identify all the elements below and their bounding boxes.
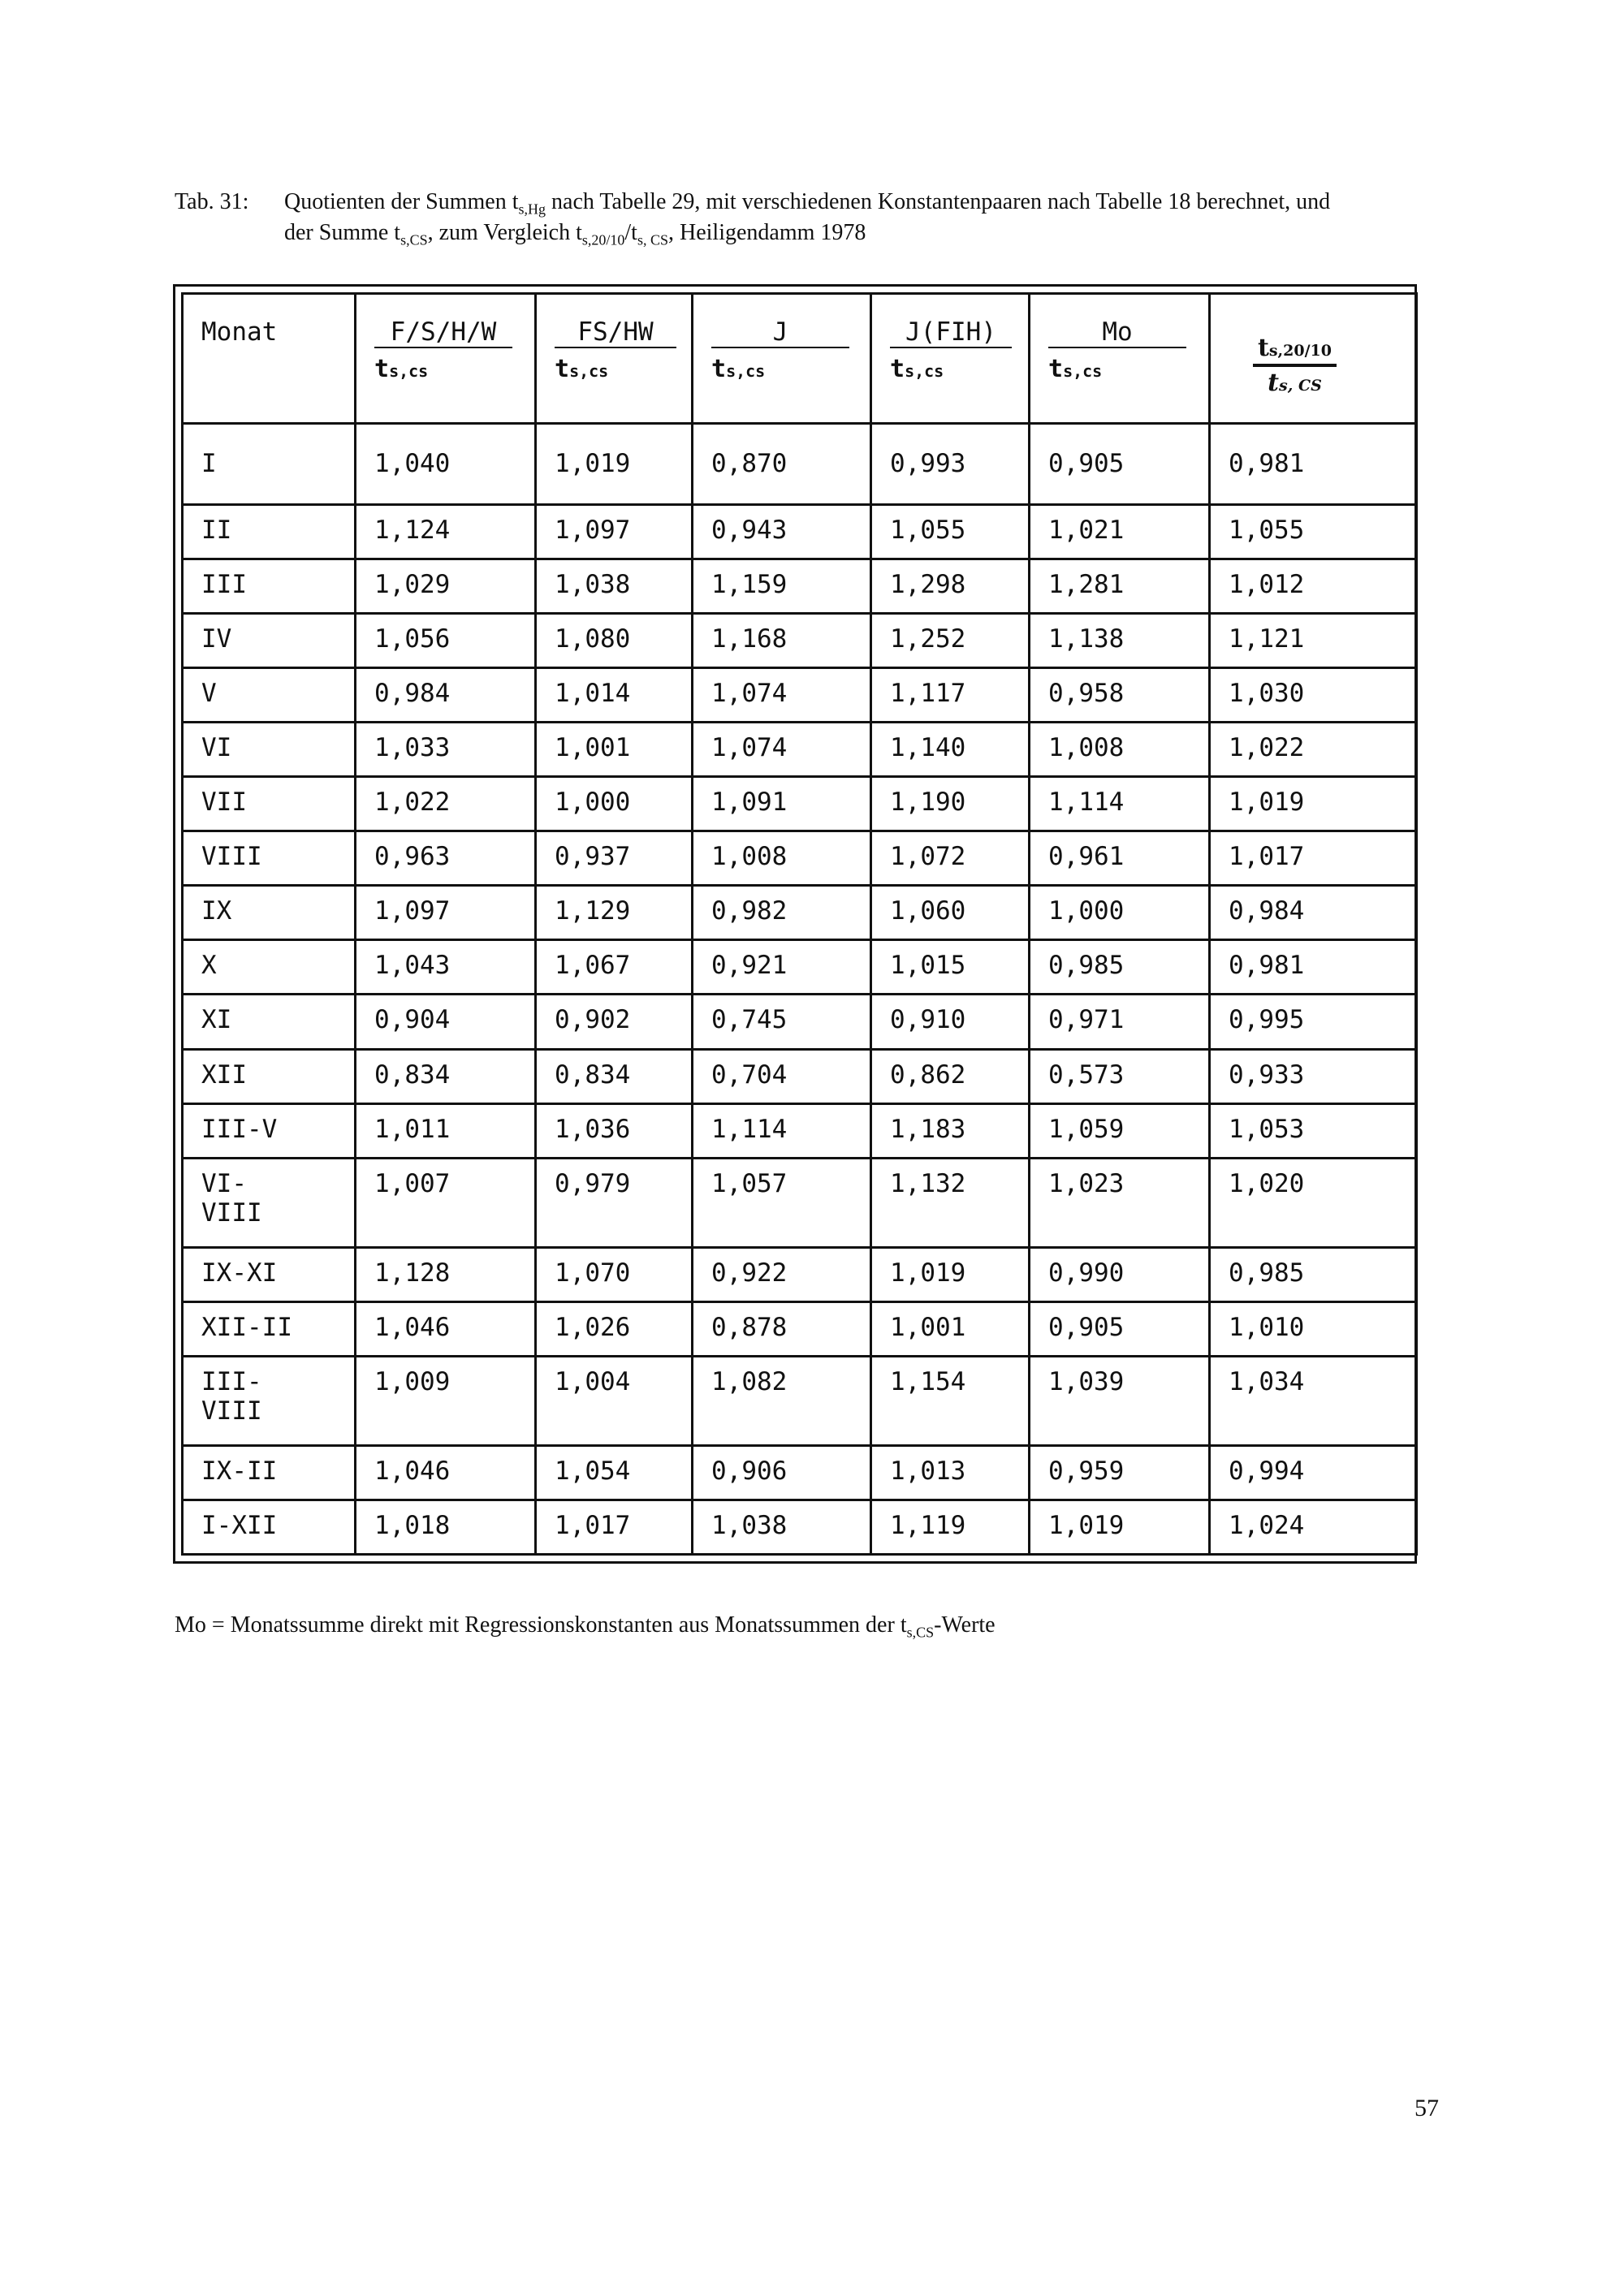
header-fs-hw: FS/HW ts,cs <box>536 294 693 424</box>
value-cell: 1,140 <box>871 723 1030 777</box>
value-cell: 0,905 <box>1030 1301 1210 1356</box>
value-cell: 1,121 <box>1210 613 1417 667</box>
value-cell: 1,091 <box>693 777 871 831</box>
footnote: Mo = Monatssumme direkt mit Regressionskonstanten aus Monatssummen der $t_{s,CS}$-Werte <box>175 1612 996 1641</box>
value-cell: 0,995 <box>1210 995 1417 1049</box>
value-cell: 1,004 <box>536 1356 693 1445</box>
value-cell: 0,961 <box>1030 831 1210 886</box>
value-cell: 0,834 <box>356 1049 536 1103</box>
value-cell: 1,159 <box>693 559 871 613</box>
month-cell: VIII <box>183 831 356 886</box>
value-cell: 1,033 <box>356 723 536 777</box>
value-cell: 0,979 <box>536 1158 693 1247</box>
month-cell: IX-II <box>183 1445 356 1500</box>
table-row <box>183 1103 1417 1158</box>
value-cell: 1,168 <box>693 613 871 667</box>
value-cell: 1,074 <box>693 723 871 777</box>
value-cell: 1,007 <box>356 1158 536 1247</box>
value-cell: 1,138 <box>1030 613 1210 667</box>
month-cell: IX <box>183 886 356 940</box>
ratio-fraction: $\frac{ts,20/10}{ts, CS}$ <box>1253 334 1337 397</box>
page-number: 57 <box>1415 2095 1439 2121</box>
table-body <box>183 424 1417 1555</box>
value-cell: 0,994 <box>1210 1445 1417 1500</box>
value-cell: 0,834 <box>536 1049 693 1103</box>
table-row <box>183 995 1417 1049</box>
month-cell: XII-II <box>183 1301 356 1356</box>
value-cell: 0,959 <box>1030 1445 1210 1500</box>
value-cell: 1,038 <box>536 559 693 613</box>
value-cell: 0,905 <box>1030 424 1210 505</box>
data-table <box>181 292 1418 1556</box>
table-frame <box>173 284 1417 1564</box>
value-cell: 0,993 <box>871 424 1030 505</box>
value-cell: 0,971 <box>1030 995 1210 1049</box>
value-cell: 0,922 <box>693 1247 871 1301</box>
table-row <box>183 1301 1417 1356</box>
value-cell: 0,990 <box>1030 1247 1210 1301</box>
month-cell: I <box>183 424 356 505</box>
value-cell: 1,252 <box>871 613 1030 667</box>
table-row <box>183 613 1417 667</box>
value-cell: 1,055 <box>1210 504 1417 559</box>
value-cell: 1,056 <box>356 613 536 667</box>
value-cell: 0,963 <box>356 831 536 886</box>
value-cell: 0,921 <box>693 940 871 995</box>
value-cell: 1,183 <box>871 1103 1030 1158</box>
value-cell: 0,982 <box>693 886 871 940</box>
value-cell: 1,018 <box>356 1500 536 1554</box>
value-cell: 0,902 <box>536 995 693 1049</box>
value-cell: 0,704 <box>693 1049 871 1103</box>
month-cell: VI- VIII <box>183 1158 356 1247</box>
value-cell: 0,906 <box>693 1445 871 1500</box>
value-cell: 1,020 <box>1210 1158 1417 1247</box>
value-cell: 1,046 <box>356 1301 536 1356</box>
value-cell: 1,124 <box>356 504 536 559</box>
value-cell: 1,117 <box>871 667 1030 722</box>
value-cell: 1,082 <box>693 1356 871 1445</box>
value-cell: 1,008 <box>1030 723 1210 777</box>
value-cell: 1,022 <box>1210 723 1417 777</box>
value-cell: 1,057 <box>693 1158 871 1247</box>
value-cell: 1,040 <box>356 424 536 505</box>
table-row <box>183 1247 1417 1301</box>
value-cell: 1,097 <box>356 886 536 940</box>
value-cell: 1,017 <box>536 1500 693 1554</box>
table-row <box>183 1500 1417 1554</box>
month-cell: III- VIII <box>183 1356 356 1445</box>
value-cell: 1,013 <box>871 1445 1030 1500</box>
value-cell: 1,001 <box>536 723 693 777</box>
value-cell: 1,021 <box>1030 504 1210 559</box>
value-cell: 1,019 <box>1030 1500 1210 1554</box>
header-monat: Monat <box>183 294 356 424</box>
table-row <box>183 1158 1417 1247</box>
value-cell: 1,067 <box>536 940 693 995</box>
table-row <box>183 1445 1417 1500</box>
value-cell: 1,054 <box>536 1445 693 1500</box>
value-cell: 1,014 <box>536 667 693 722</box>
table-row <box>183 424 1417 505</box>
value-cell: 1,022 <box>356 777 536 831</box>
value-cell: 1,046 <box>356 1445 536 1500</box>
value-cell: 1,017 <box>1210 831 1417 886</box>
value-cell: 1,039 <box>1030 1356 1210 1445</box>
value-cell: 1,038 <box>693 1500 871 1554</box>
month-cell: IV <box>183 613 356 667</box>
value-cell: 0,904 <box>356 995 536 1049</box>
value-cell: 0,910 <box>871 995 1030 1049</box>
value-cell: 1,114 <box>1030 777 1210 831</box>
value-cell: 1,036 <box>536 1103 693 1158</box>
header-mo: Mo ts,cs <box>1030 294 1210 424</box>
value-cell: 1,074 <box>693 667 871 722</box>
value-cell: 1,070 <box>536 1247 693 1301</box>
month-cell: I-XII <box>183 1500 356 1554</box>
value-cell: 0,573 <box>1030 1049 1210 1103</box>
value-cell: 1,059 <box>1030 1103 1210 1158</box>
value-cell: 0,937 <box>536 831 693 886</box>
value-cell: 1,000 <box>536 777 693 831</box>
value-cell: 1,019 <box>1210 777 1417 831</box>
value-cell: 1,129 <box>536 886 693 940</box>
value-cell: 0,878 <box>693 1301 871 1356</box>
header-j: J ts,cs <box>693 294 871 424</box>
value-cell: 0,958 <box>1030 667 1210 722</box>
month-cell: VII <box>183 777 356 831</box>
header-ratio <box>1210 294 1417 424</box>
table-row <box>183 1356 1417 1445</box>
table-row <box>183 559 1417 613</box>
month-cell: III <box>183 559 356 613</box>
table-row <box>183 940 1417 995</box>
value-cell: 1,019 <box>871 1247 1030 1301</box>
month-cell: X <box>183 940 356 995</box>
value-cell: 0,981 <box>1210 424 1417 505</box>
table-row <box>183 831 1417 886</box>
caption-label: Tab. 31: <box>175 189 249 214</box>
value-cell: 1,000 <box>1030 886 1210 940</box>
value-cell: 1,008 <box>693 831 871 886</box>
value-cell: 1,009 <box>356 1356 536 1445</box>
caption-text: Quotienten der Summen $t_{s,Hg}$ nach Tabelle 29, mit verschiedenen Konstantenpaaren nach Tabelle 18 berechnet, und der Summe $t_{s,CS}$, zum Vergleich $t_{s,20/10}/t_{s, CS}$, Heiligendamm 1978 <box>284 189 1331 248</box>
value-cell: 1,053 <box>1210 1103 1417 1158</box>
value-cell: 1,072 <box>871 831 1030 886</box>
value-cell: 1,012 <box>1210 559 1417 613</box>
value-cell: 1,060 <box>871 886 1030 940</box>
value-cell: 1,281 <box>1030 559 1210 613</box>
table-row <box>183 667 1417 722</box>
value-cell: 1,010 <box>1210 1301 1417 1356</box>
value-cell: 0,984 <box>356 667 536 722</box>
month-cell: IX-XI <box>183 1247 356 1301</box>
month-cell: VI <box>183 723 356 777</box>
value-cell: 1,080 <box>536 613 693 667</box>
value-cell: 1,154 <box>871 1356 1030 1445</box>
value-cell: 1,023 <box>1030 1158 1210 1247</box>
value-cell: 0,862 <box>871 1049 1030 1103</box>
value-cell: 1,055 <box>871 504 1030 559</box>
value-cell: 1,114 <box>693 1103 871 1158</box>
month-cell: XI <box>183 995 356 1049</box>
value-cell: 1,128 <box>356 1247 536 1301</box>
value-cell: 1,026 <box>536 1301 693 1356</box>
table-row <box>183 723 1417 777</box>
value-cell: 1,034 <box>1210 1356 1417 1445</box>
value-cell: 1,097 <box>536 504 693 559</box>
table-row <box>183 1049 1417 1103</box>
value-cell: 1,119 <box>871 1500 1030 1554</box>
value-cell: 0,933 <box>1210 1049 1417 1103</box>
month-cell: II <box>183 504 356 559</box>
value-cell: 0,984 <box>1210 886 1417 940</box>
value-cell: 1,019 <box>536 424 693 505</box>
month-cell: V <box>183 667 356 722</box>
value-cell: 1,043 <box>356 940 536 995</box>
value-cell: 1,298 <box>871 559 1030 613</box>
value-cell: 1,030 <box>1210 667 1417 722</box>
value-cell: 1,029 <box>356 559 536 613</box>
value-cell: 0,943 <box>693 504 871 559</box>
header-fshw: F/S/H/W ts,cs <box>356 294 536 424</box>
header-row <box>183 294 1417 424</box>
table-row <box>183 777 1417 831</box>
value-cell: 1,132 <box>871 1158 1030 1247</box>
value-cell: 1,190 <box>871 777 1030 831</box>
value-cell: 0,981 <box>1210 940 1417 995</box>
value-cell: 0,985 <box>1210 1247 1417 1301</box>
table-row <box>183 504 1417 559</box>
value-cell: 1,015 <box>871 940 1030 995</box>
header-j-fih: J(FIH) ts,cs <box>871 294 1030 424</box>
value-cell: 1,001 <box>871 1301 1030 1356</box>
table-row <box>183 886 1417 940</box>
value-cell: 1,024 <box>1210 1500 1417 1554</box>
value-cell: 1,011 <box>356 1103 536 1158</box>
value-cell: 0,745 <box>693 995 871 1049</box>
value-cell: 0,985 <box>1030 940 1210 995</box>
month-cell: III-V <box>183 1103 356 1158</box>
month-cell: XII <box>183 1049 356 1103</box>
table-caption <box>175 187 1441 248</box>
value-cell: 0,870 <box>693 424 871 505</box>
